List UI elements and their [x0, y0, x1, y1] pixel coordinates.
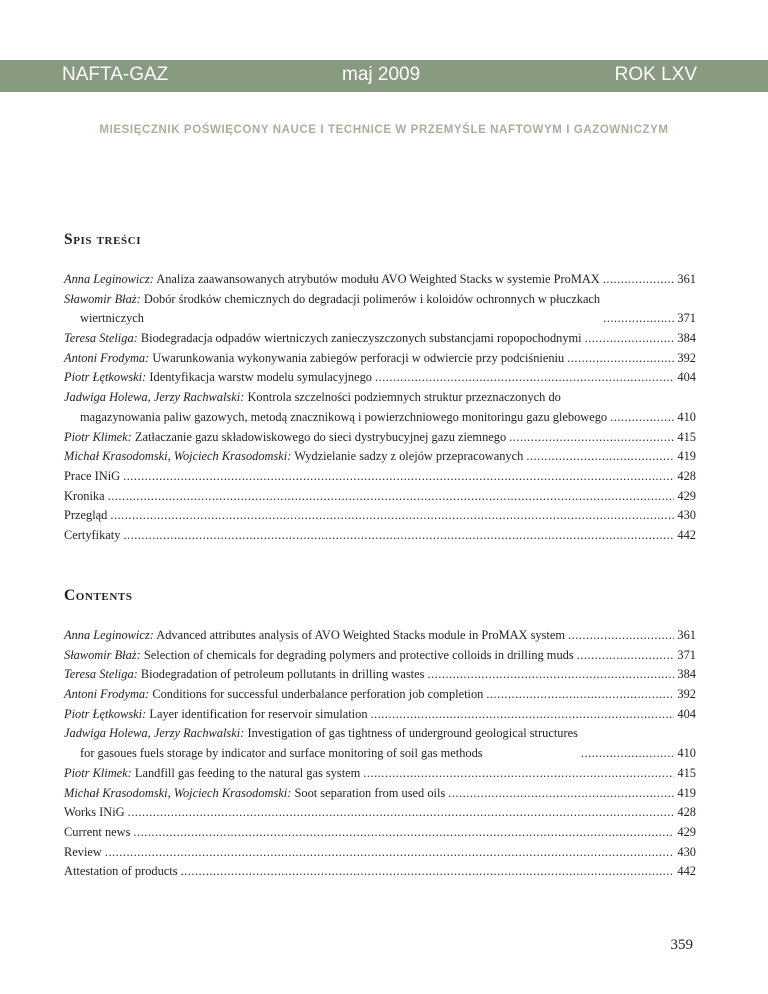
entry-author: Piotr Łętkowski: — [64, 370, 147, 385]
entry-title: Dobór środków chemicznych do degradacji polimerów i koloidów ochronnych w płuczkach — [143, 291, 601, 306]
entry-author: Michał Krasodomski, Wojciech Krasodomski: — [64, 785, 292, 800]
entry-page: 429 — [677, 488, 696, 503]
en-contents-title: Contents — [64, 587, 133, 604]
entry-title: Layer identification for reservoir simulation — [149, 706, 368, 721]
entry-title: Wydzielanie sadzy z olejów przepracowanych — [294, 449, 524, 464]
entry-author: Teresa Steliga: — [64, 667, 138, 682]
toc-entry[interactable] — [64, 329, 696, 349]
issue-date: maj 2009 — [342, 64, 421, 85]
entry-title: Selection of chemicals for degrading polymers and protective colloids in drilling muds — [143, 647, 574, 662]
entry-title: Advanced attributes analysis of AVO Weighted Stacks module in ProMAX system — [156, 627, 566, 642]
toc-entry[interactable] — [64, 349, 696, 369]
toc-entry[interactable] — [64, 685, 696, 705]
entry-title: Conditions for successful underbalance perforation job completion — [152, 687, 484, 702]
entry-page: 361 — [677, 627, 696, 642]
entry-author: Sławomir Błaż: — [64, 291, 141, 306]
entry-page: 428 — [677, 805, 696, 820]
toc-entry[interactable] — [64, 626, 696, 646]
pl-contents-title: Spis treści — [64, 231, 142, 248]
entry-author: Sławomir Błaż: — [64, 647, 141, 662]
entry-author: Teresa Steliga: — [64, 331, 138, 346]
entry-title: Prace INiG — [64, 468, 121, 483]
entry-title: Identyfikacja warstw modelu symulacyjnego — [149, 370, 372, 385]
toc-entry[interactable] — [64, 428, 696, 448]
entry-page: 430 — [677, 844, 696, 859]
entry-title: Landfill gas feeding to the natural gas system — [134, 765, 361, 780]
entry-author: Piotr Łętkowski: — [64, 706, 147, 721]
toc-entry[interactable] — [64, 665, 696, 685]
toc-entry[interactable] — [64, 447, 696, 467]
toc-entry[interactable] — [64, 705, 696, 725]
entry-author: Antoni Frodyma: — [64, 687, 150, 702]
entry-title: Analiza zaawansowanych atrybutów modułu AVO Weighted Stacks w systemie ProMAX — [156, 271, 600, 286]
entry-title: Certyfikaty — [64, 527, 121, 542]
entry-page: 428 — [677, 468, 696, 483]
entry-title: Current news — [64, 824, 131, 839]
entry-page: 415 — [677, 429, 696, 444]
entry-page: 410 — [677, 409, 696, 424]
entry-page: 392 — [677, 687, 696, 702]
toc-entry[interactable] — [64, 784, 696, 804]
entry-page: 392 — [677, 350, 696, 365]
en-contents-list — [64, 626, 696, 882]
entry-page: 361 — [677, 271, 696, 286]
toc-entry[interactable] — [64, 506, 696, 526]
entry-title: Biodegradacja odpadów wiertniczych zanieczyszczonych substancjami ropopochodnymi — [140, 331, 582, 346]
toc-entry[interactable] — [64, 862, 696, 882]
toc-entry[interactable] — [64, 270, 696, 290]
issue-year: ROK LXV — [614, 64, 697, 85]
entry-title: Soot separation from used oils — [294, 785, 446, 800]
entry-author: Anna Leginowicz: — [64, 627, 154, 642]
toc-entry[interactable] — [64, 764, 696, 784]
toc-entry[interactable] — [64, 487, 696, 507]
toc-entry[interactable] — [64, 646, 696, 666]
entry-page: 384 — [677, 667, 696, 682]
entry-title: Attestation of products — [64, 864, 178, 879]
journal-tagline: MIESIĘCZNIK POŚWIĘCONY NAUCE I TECHNICE W PRZEMYŚLE NAFTOWYM I GAZOWNICZYM — [99, 124, 669, 136]
entry-page: 410 — [677, 746, 696, 761]
entry-author: Piotr Klimek: — [64, 765, 132, 780]
entry-title: Works INiG — [64, 805, 125, 820]
toc-entry[interactable] — [64, 368, 696, 388]
page-number: 359 — [670, 937, 693, 953]
entry-page: 419 — [677, 785, 696, 800]
toc-entry[interactable] — [64, 526, 696, 546]
entry-page: 442 — [677, 864, 696, 879]
pl-contents-list — [64, 270, 696, 546]
entry-title: Biodegradation of petroleum pollutants in drilling wastes — [140, 667, 425, 682]
entry-title-continued: wiertniczych — [80, 311, 144, 326]
entry-title: Przegląd — [64, 508, 108, 523]
toc-entry[interactable] — [64, 388, 696, 427]
entry-author: Piotr Klimek: — [64, 429, 132, 444]
entry-page: 430 — [677, 508, 696, 523]
entry-title: Zatłaczanie gazu składowiskowego do sieci dystrybucyjnej gazu ziemnego — [134, 429, 507, 444]
toc-entry[interactable] — [64, 290, 696, 329]
entry-page: 384 — [677, 331, 696, 346]
toc-entry[interactable] — [64, 467, 696, 487]
entry-page: 415 — [677, 765, 696, 780]
entry-page: 371 — [677, 311, 696, 326]
entry-author: Michał Krasodomski, Wojciech Krasodomski: — [64, 449, 292, 464]
toc-entry[interactable] — [64, 823, 696, 843]
entry-page: 429 — [677, 824, 696, 839]
toc-entry[interactable] — [64, 843, 696, 863]
entry-title: Review — [64, 844, 102, 859]
entry-author: Jadwiga Holewa, Jerzy Rachwalski: — [64, 726, 245, 741]
entry-author: Antoni Frodyma: — [64, 350, 150, 365]
entry-page: 419 — [677, 449, 696, 464]
entry-page: 442 — [677, 527, 696, 542]
entry-title: Investigation of gas tightness of underground geological structures — [247, 726, 578, 741]
entry-title: Kronika — [64, 488, 105, 503]
entry-page: 404 — [677, 706, 696, 721]
entry-title: Uwarunkowania wykonywania zabiegów perforacji w odwiercie przy podciśnieniu — [152, 350, 565, 365]
journal-name: NAFTA-GAZ — [62, 64, 169, 85]
toc-entry[interactable] — [64, 803, 696, 823]
journal-header-bar — [0, 60, 768, 92]
entry-page: 404 — [677, 370, 696, 385]
toc-entry[interactable] — [64, 724, 696, 763]
entry-page: 371 — [677, 647, 696, 662]
entry-title: Kontrola szczelności podziemnych struktur przeznaczonych do — [247, 390, 561, 405]
entry-author: Jadwiga Holewa, Jerzy Rachwalski: — [64, 390, 245, 405]
entry-title-continued: for gasoues fuels storage by indicator and surface monitoring of soil gas methods — [80, 746, 483, 761]
entry-title-continued: magazynowania paliw gazowych, metodą znacznikową i powierzchniowego monitoringu gazu glebowego — [80, 409, 608, 424]
entry-author: Anna Leginowicz: — [64, 271, 154, 286]
